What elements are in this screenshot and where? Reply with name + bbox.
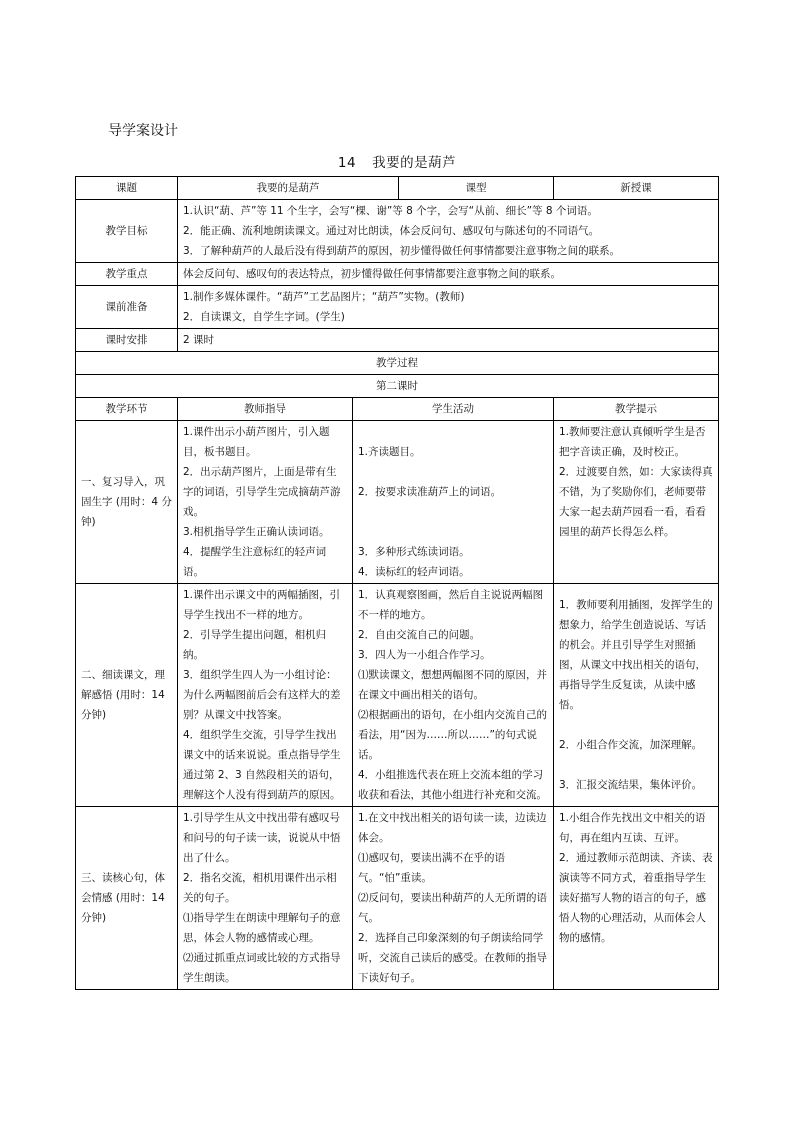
list-item: 4．组织学生交流，引导学生找出课文中的话来说说。重点指导学生通过第 2、3 自然段相关的语句，理解这个人没有得到葫芦的原因。 <box>183 729 341 801</box>
list-item: 1.齐读题目。 <box>358 446 421 458</box>
goal-item: 2．能正确、流利地朗读课文。通过对比朗读，体会反问句、感叹句与陈述句的不同语气。 <box>183 225 600 237</box>
list-item: 3．四人为一小组合作学习。 <box>358 649 491 661</box>
prep-row <box>76 286 719 329</box>
goal-item: 1.认识“葫、芦”等 11 个生字，会写“棵、谢”等 8 个字，会写“从前、细长”等 8 个词语。 <box>183 205 598 217</box>
goal-item: 3．了解种葫芦的人最后没有得到葫芦的原因，初步懂得做任何事情都要注意事物之间的联系。 <box>183 245 621 257</box>
hours-value: 2 课时 <box>178 329 719 352</box>
list-item: 2．过渡要自然，如：大家读得真不错，为了奖励你们，老师要带大家一起去葫芦园看一看，看看园里的葫芦长得怎么样。 <box>559 466 713 538</box>
list-item: 2．小组合作交流，加深理解。 <box>559 739 703 751</box>
type-value: 新授课 <box>554 177 719 200</box>
goals-label: 教学目标 <box>76 200 178 263</box>
list-item: 1．认真观察图画，然后自主说说两幅图不一样的地方。 <box>358 589 544 621</box>
list-item: ⑵根据画出的语句，在小组内交流自己的看法，用“因为……所以……”的句式说话。 <box>358 709 547 761</box>
list-item: 2．自由交流自己的问题。 <box>358 629 481 641</box>
list-item: 3．多种形式练读词语。 <box>358 546 470 558</box>
process-title: 教学过程 <box>76 352 719 375</box>
list-item: 2．指名交流，相机用课件出示相关的句子。 <box>183 872 337 904</box>
topic-value: 我要的是葫芦 <box>178 177 399 200</box>
table-row <box>76 584 719 807</box>
goals-row <box>76 200 719 263</box>
lesson-number: 14 <box>337 155 357 171</box>
teaching-tips <box>554 584 719 807</box>
list-item: 4．小组推选代表在班上交流本组的学习收获和看法，其他小组进行补充和交流。 <box>358 769 547 801</box>
list-item: 2．引导学生提出问题，相机归纳。 <box>183 629 327 661</box>
header-teacher: 教师指导 <box>178 398 353 421</box>
lesson-name: 我要的是葫芦 <box>372 155 457 171</box>
prep-list <box>178 286 719 329</box>
header-stage: 教学环节 <box>76 398 178 421</box>
document-heading: 导学案设计 <box>108 123 178 139</box>
focus-label: 教学重点 <box>76 263 178 286</box>
list-item: 2．按要求读准葫芦上的词语。 <box>358 486 502 498</box>
list-item: 4．读标红的轻声词语。 <box>358 566 470 578</box>
student-activity <box>353 421 554 584</box>
table-row <box>76 421 719 584</box>
list-item: 1.课件出示课文中的两幅插图，引导学生找出不一样的地方。 <box>183 589 341 621</box>
column-header-row <box>76 398 719 421</box>
type-label: 课型 <box>399 177 554 200</box>
list-item: 4．提醒学生注意标红的轻声词语。 <box>183 546 327 578</box>
list-item: 2．选择自己印象深刻的句子朗读给同学听，交流自己读后的感受。在教师的指导下读好句子。 <box>358 932 547 984</box>
period-title-row <box>76 375 719 398</box>
stage-name: 三、读核心句，体会情感 (用时：14 分钟) <box>76 807 178 990</box>
stage-name: 二、细读课文，理解感悟 (用时：14 分钟) <box>76 584 178 807</box>
list-item: ⑵反问句，要读出种葫芦的人无所谓的语气。 <box>358 892 547 924</box>
header-student: 学生活动 <box>353 398 554 421</box>
student-activity <box>353 584 554 807</box>
prep-label: 课前准备 <box>76 286 178 329</box>
list-item: ⑴指导学生在朗读中理解句子的意思，体会人物的感情或心理。 <box>183 912 341 944</box>
student-activity <box>353 807 554 990</box>
lesson-title <box>0 151 794 171</box>
teaching-tips <box>554 421 719 584</box>
list-item: ⑵通过抓重点词或比较的方式指导学生朗读。 <box>183 952 341 984</box>
list-item: 1.教师要注意认真倾听学生是否把字音读正确，及时校正。 <box>559 426 706 458</box>
stage-name: 一、复习导入，巩固生字 (用时：4 分钟) <box>76 421 178 584</box>
list-item: 2．出示葫芦图片，上面是带有生字的词语，引导学生完成摘葫芦游戏。 <box>183 466 341 518</box>
list-item: 2．通过教师示范朗读、齐读、表演读等不同方式，着重指导学生读好描写人物的语言的句子，感悟人物的心理活动，从而体会人物的感情。 <box>559 852 713 944</box>
list-item: ⑴默读课文，想想两幅图不同的原因，并在课文中画出相关的语句。 <box>358 669 547 701</box>
teaching-tips <box>554 807 719 990</box>
process-title-row <box>76 352 719 375</box>
topic-row <box>76 177 719 200</box>
hours-label: 课时安排 <box>76 329 178 352</box>
goals-list <box>178 200 719 263</box>
hours-row <box>76 329 719 352</box>
focus-value: 体会反问句、感叹句的表达特点，初步懂得做任何事情都要注意事物之间的联系。 <box>178 263 719 286</box>
list-item: 1.课件出示小葫芦图片，引入题目，板书题目。 <box>183 426 330 458</box>
list-item: 1.引导学生从文中找出带有感叹号和问号的句子读一读，说说从中悟出了什么。 <box>183 812 341 864</box>
teacher-guidance <box>178 421 353 584</box>
list-item: 3．汇报交流结果，集体评价。 <box>559 779 703 791</box>
table-row <box>76 807 719 990</box>
prep-item: 1.制作多媒体课件。“葫芦”工艺品图片；“葫芦”实物。(教师) <box>183 291 465 303</box>
list-item: 1.小组合作先找出文中相关的语句，再在组内互读、互评。 <box>559 812 706 844</box>
teacher-guidance <box>178 807 353 990</box>
topic-label: 课题 <box>76 177 178 200</box>
teacher-guidance <box>178 584 353 807</box>
period-title: 第二课时 <box>76 375 719 398</box>
prep-item: 2．自读课文，自学生字词。(学生) <box>183 311 345 323</box>
header-tips: 教学提示 <box>554 398 719 421</box>
list-item: 1.在文中找出相关的语句读一读，边读边体会。 <box>358 812 547 844</box>
focus-row <box>76 263 719 286</box>
lesson-plan-table <box>75 176 719 990</box>
list-item: ⑴感叹句，要读出满不在乎的语气。“怕”重读。 <box>358 852 505 884</box>
list-item: 3．组织学生四人为一小组讨论：为什么两幅图前后会有这样大的差别？从课文中找答案。 <box>183 669 341 721</box>
list-item: 1．教师要利用插图，发挥学生的想象力，给学生创造说话、写话的机会。并且引导学生对照插图，从课文中找出相关的语句，再指导学生反复读，从读中感悟。 <box>559 599 713 711</box>
list-item: 3.相机指导学生正确认读词语。 <box>183 526 330 538</box>
